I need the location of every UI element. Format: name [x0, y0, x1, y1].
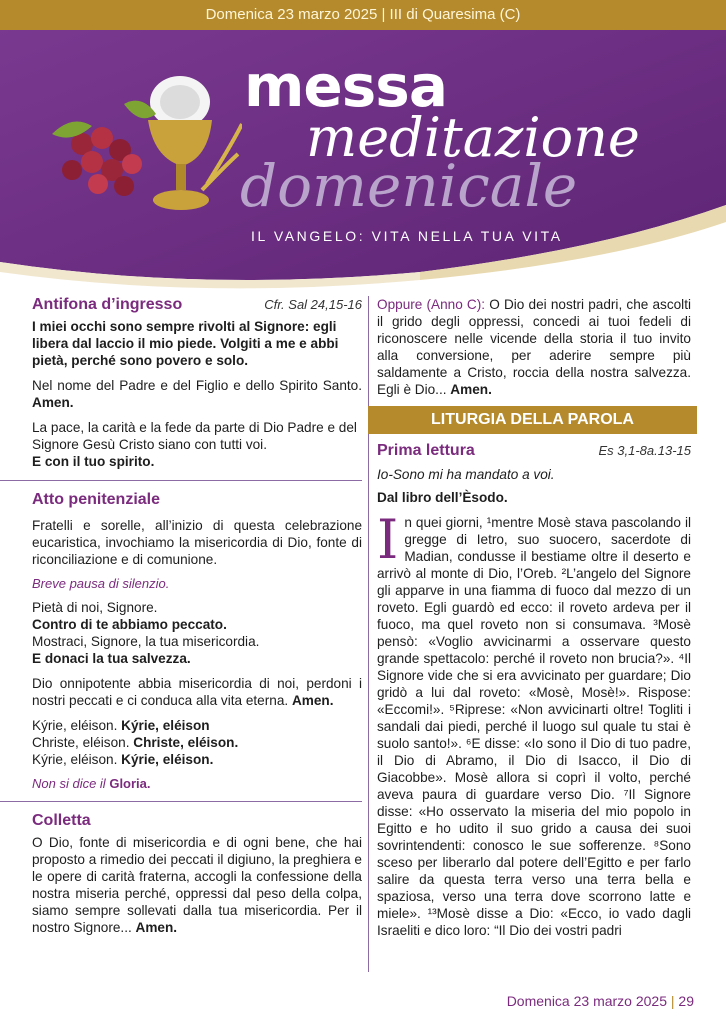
- colletta-text: [32, 834, 362, 936]
- antifona-title: Antifona d’ingresso: [32, 296, 183, 313]
- kyrie-1-resp: Kýrie, eléison: [121, 718, 210, 733]
- atto-line-3: Mostraci, Signore, la tua misericordia.: [32, 634, 260, 649]
- date-band: Domenica 23 marzo 2025 | III di Quaresima (C): [0, 0, 726, 30]
- antifona-amen: Amen.: [32, 395, 74, 410]
- column-divider: [368, 296, 369, 972]
- lettura-summary: Io-Sono mi ha mandato a voi.: [377, 467, 555, 482]
- atto-pause: Breve pausa di silenzio.: [32, 576, 170, 591]
- atto-line-2: Contro di te abbiamo peccato.: [32, 617, 227, 632]
- lettura-body: n quei giorni, ¹mentre Mosè stava pascolando il gregge di Ietro, suo suocero, sacerdote di Madian, condusse il bestiame oltre il deserto e arrivò al monte di Dio, l’Oreb. ²L’angelo del Signore gli apparve in una fiamma di fuoco dal mezzo di un roveto. Egli guardò ed ecco: il roveto ardeva per il fuoco, ma quel roveto non si consumava. ³Mosè pensò: «Voglio avvicinarmi a osservare questo grande spettacolo: perché il roveto non brucia?». ⁴Il Signore vide che si era avvicinato per guardare; Dio gridò a lui dal roveto: «Mosè, Mosè!». Rispose: «Eccomi!». ⁵Riprese: «Non avvicinarti oltre! Togliti i sandali dai piedi, perché il luogo sul quale tu stai è suolo santo!». ⁶E disse: «Io sono il Dio di tuo padre, il Dio di Abramo, il Dio di Isacco, il Dio di Giacobbe». Mosè allora si coprì il volto, perché aveva paura di guardare verso Dio. ⁷Il Signore disse: «Ho osservato la miseria del mio popolo in Egitto e ho udito il suo grido a causa dei suoi sovrintendenti: conosco le sue sofferenze. ⁸Sono sceso per liberarlo dal potere dell’Egitto e per farlo salire da questa terra verso una terra bella e spaziosa, verso una terra dove scorrono latte e miele». ¹³Mosè disse a Dio: «Ecco, io vado dagli Israeliti e dico loro: “Il Dio dei vostri padri: [377, 515, 691, 938]
- atto-prayer-text: Dio onnipotente abbia misericordia di noi, perdoni i nostri peccati e ci conduca alla vita eterna.: [32, 676, 362, 708]
- gloria-note: [32, 776, 362, 791]
- antifona-sign: [32, 377, 362, 411]
- colletta-title: Colletta: [32, 812, 91, 829]
- kyrie-1: [32, 717, 362, 734]
- lettura-ref: Es 3,1-8a.13-15: [598, 443, 691, 458]
- right-column: [377, 296, 691, 939]
- atto-prayer-amen: Amen.: [291, 693, 334, 708]
- page-number: 29: [678, 993, 694, 1009]
- header: [0, 0, 726, 292]
- atto-intro: Fratelli e sorelle, all’inizio di questa celebrazione eucaristica, invochiamo la misericordia di Dio, fonte di riconciliazione e di comunione.: [32, 518, 362, 567]
- chalice-grapes-icon: [32, 74, 242, 224]
- oppure-text: [377, 296, 691, 398]
- left-column: [32, 296, 362, 936]
- antifona-response: E con il tuo spirito.: [32, 454, 155, 469]
- lettura-heading: [377, 442, 691, 460]
- footer-date: Domenica 23 marzo 2025: [506, 993, 667, 1009]
- lettura-body-block: [377, 508, 691, 939]
- oppure-label: Oppure (Anno C):: [377, 297, 486, 312]
- kyrie-3: [32, 751, 362, 768]
- atto-prayer: [32, 675, 362, 709]
- antifona-greeting: La pace, la carità e la fede da parte di Dio Padre e del Signore Gesù Cristo siano con tutti voi.: [32, 420, 357, 452]
- lettura-title: Prima lettura: [377, 442, 475, 459]
- section-divider: [0, 801, 362, 802]
- kyrie-3-call: Kýrie, eléison.: [32, 752, 118, 767]
- kyrie-2: [32, 734, 362, 751]
- kyrie-2-resp: Christe, eléison.: [133, 735, 239, 750]
- drop-cap: I: [377, 508, 399, 571]
- kyrie-3-resp: Kýrie, eléison.: [121, 752, 214, 767]
- title-domenicale: domenicale: [240, 152, 578, 220]
- liturgia-banner: LITURGIA DELLA PAROLA: [368, 406, 697, 434]
- title-messa: messa: [244, 52, 447, 120]
- colletta-heading: [32, 812, 362, 830]
- subtitle: IL VANGELO: VITA NELLA TUA VITA: [251, 228, 563, 244]
- atto-title: Atto penitenziale: [32, 491, 161, 508]
- antifona-sign-text: Nel nome del Padre e del Figlio e dello Spirito Santo.: [32, 378, 362, 393]
- colletta-body: O Dio, fonte di misericordia e di ogni bene, che hai proposto a rimedio dei peccati il digiuno, la preghiera e le opere di carità fraterna, accogli la confessione della nostra miseria perché, oppressi dal peso della colpa, siamo sempre sollevati dalla tua misericordia. Per il nostro Signore...: [32, 835, 362, 935]
- colletta-amen: Amen.: [135, 920, 178, 935]
- title-meditazione: meditazione: [306, 106, 640, 169]
- antifona-heading: [32, 296, 362, 314]
- oppure-amen: Amen.: [450, 382, 492, 397]
- footer-separator: |: [670, 993, 675, 1009]
- antifona-ref: Cfr. Sal 24,15-16: [264, 297, 362, 312]
- kyrie-2-call: Christe, eléison.: [32, 735, 130, 750]
- oppure-body: O Dio dei nostri padri, che ascolti il grido degli oppressi, concedi ai tuoi fedeli di riconoscere nelle vicende della storia il tuo invito alla conversione, per aderire sempre più saldamente a Cristo, roccia della nostra salvezza. Egli è Dio...: [377, 297, 692, 397]
- kyrie-1-call: Kýrie, eléison.: [32, 718, 118, 733]
- atto-line-1: Pietà di noi, Signore.: [32, 600, 158, 615]
- atto-line-4: E donaci la tua salvezza.: [32, 651, 191, 666]
- atto-heading: [32, 491, 362, 509]
- section-divider: [0, 480, 362, 481]
- antifona-text: I miei occhi sono sempre rivolti al Signore: egli libera dal laccio il mio piede. Volgiti a me e abbi pietà, perché sono povero e solo.: [32, 319, 339, 368]
- gloria-label: Gloria.: [109, 776, 151, 791]
- gloria-note-text: Non si dice il: [32, 776, 106, 791]
- page-footer: [507, 993, 694, 1009]
- lettura-source: Dal libro dell’Èsodo.: [377, 490, 508, 505]
